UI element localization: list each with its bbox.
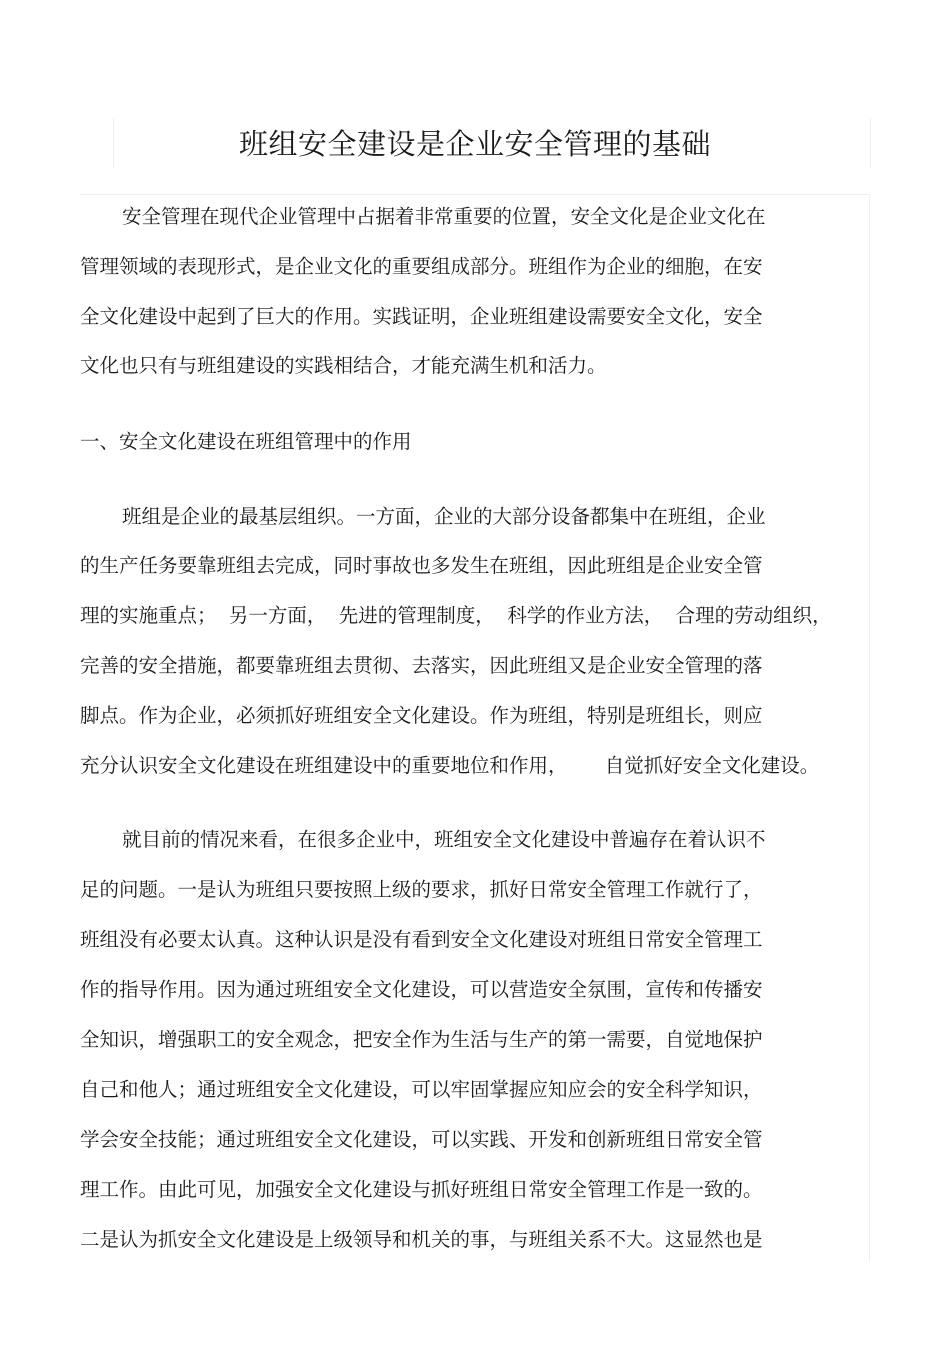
paragraph-line: 全文化建设中起到了巨大的作用。实践证明，企业班组建设需要安全文化，安全 xyxy=(80,305,763,328)
paragraph-line: 完善的安全措施，都要靠班组去贯彻、去落实，因此班组又是企业安全管理的落 xyxy=(80,654,763,677)
paragraph-line: 作的指导作用。因为通过班组安全文化建设，可以营造安全氛围，宣传和传播安 xyxy=(80,978,763,1001)
paragraph-line: 理工作。由此可见，加强安全文化建设与抓好班组日常安全管理工作是一致的。 xyxy=(80,1178,763,1201)
paragraph-line: 文化也只有与班组建设的实践相结合，才能充满生机和活力。 xyxy=(80,354,607,377)
paragraph-line: 二是认为抓安全文化建设是上级领导和机关的事，与班组关系不大。这显然也是 xyxy=(80,1228,763,1251)
document-title: 班组安全建设是企业安全管理的基础 xyxy=(238,127,711,161)
paragraph-line: 足的问题。一是认为班组只要按照上级的要求，抓好日常安全管理工作就行了， xyxy=(80,878,763,901)
paragraph-line: 全知识，增强职工的安全观念，把安全作为生活与生产的第一需要，自觉地保护 xyxy=(80,1028,763,1051)
paragraph-line: 学会安全技能；通过班组安全文化建设，可以实践、开发和创新班组日常安全管 xyxy=(80,1128,763,1151)
paragraph-line: 就目前的情况来看，在很多企业中，班组安全文化建设中普遍存在着认识不 xyxy=(122,828,766,851)
divider-horizontal xyxy=(80,194,870,195)
paragraph-line: 充分认识安全文化建设在班组建设中的重要地位和作用， 自觉抓好安全文化建设。 xyxy=(80,754,820,777)
paragraph-line: 班组没有必要太认真。这种认识是没有看到安全文化建设对班组日常安全管理工 xyxy=(80,928,763,951)
paragraph-line: 自己和他人；通过班组安全文化建设，可以牢固掌握应知应会的安全科学知识， xyxy=(80,1078,763,1101)
paragraph-line: 管理领域的表现形式，是企业文化的重要组成部分。班组作为企业的细胞，在安 xyxy=(80,255,763,278)
section-heading: 一、安全文化建设在班组管理中的作用 xyxy=(80,430,412,453)
paragraph-line: 班组是企业的最基层组织。一方面，企业的大部分设备都集中在班组，企业 xyxy=(122,505,766,528)
paragraph-line: 的生产任务要靠班组去完成，同时事故也多发生在班组，因此班组是企业安全管 xyxy=(80,554,763,577)
paragraph-line: 理的实施重点； 另一方面， 先进的管理制度， 科学的作业方法， 合理的劳动组织， xyxy=(80,604,832,627)
paragraph-line: 安全管理在现代企业管理中占据着非常重要的位置，安全文化是企业文化在 xyxy=(122,205,766,228)
paragraph-line: 脚点。作为企业，必须抓好班组安全文化建设。作为班组，特别是班组长，则应 xyxy=(80,704,763,727)
divider-vertical xyxy=(869,194,870,1262)
